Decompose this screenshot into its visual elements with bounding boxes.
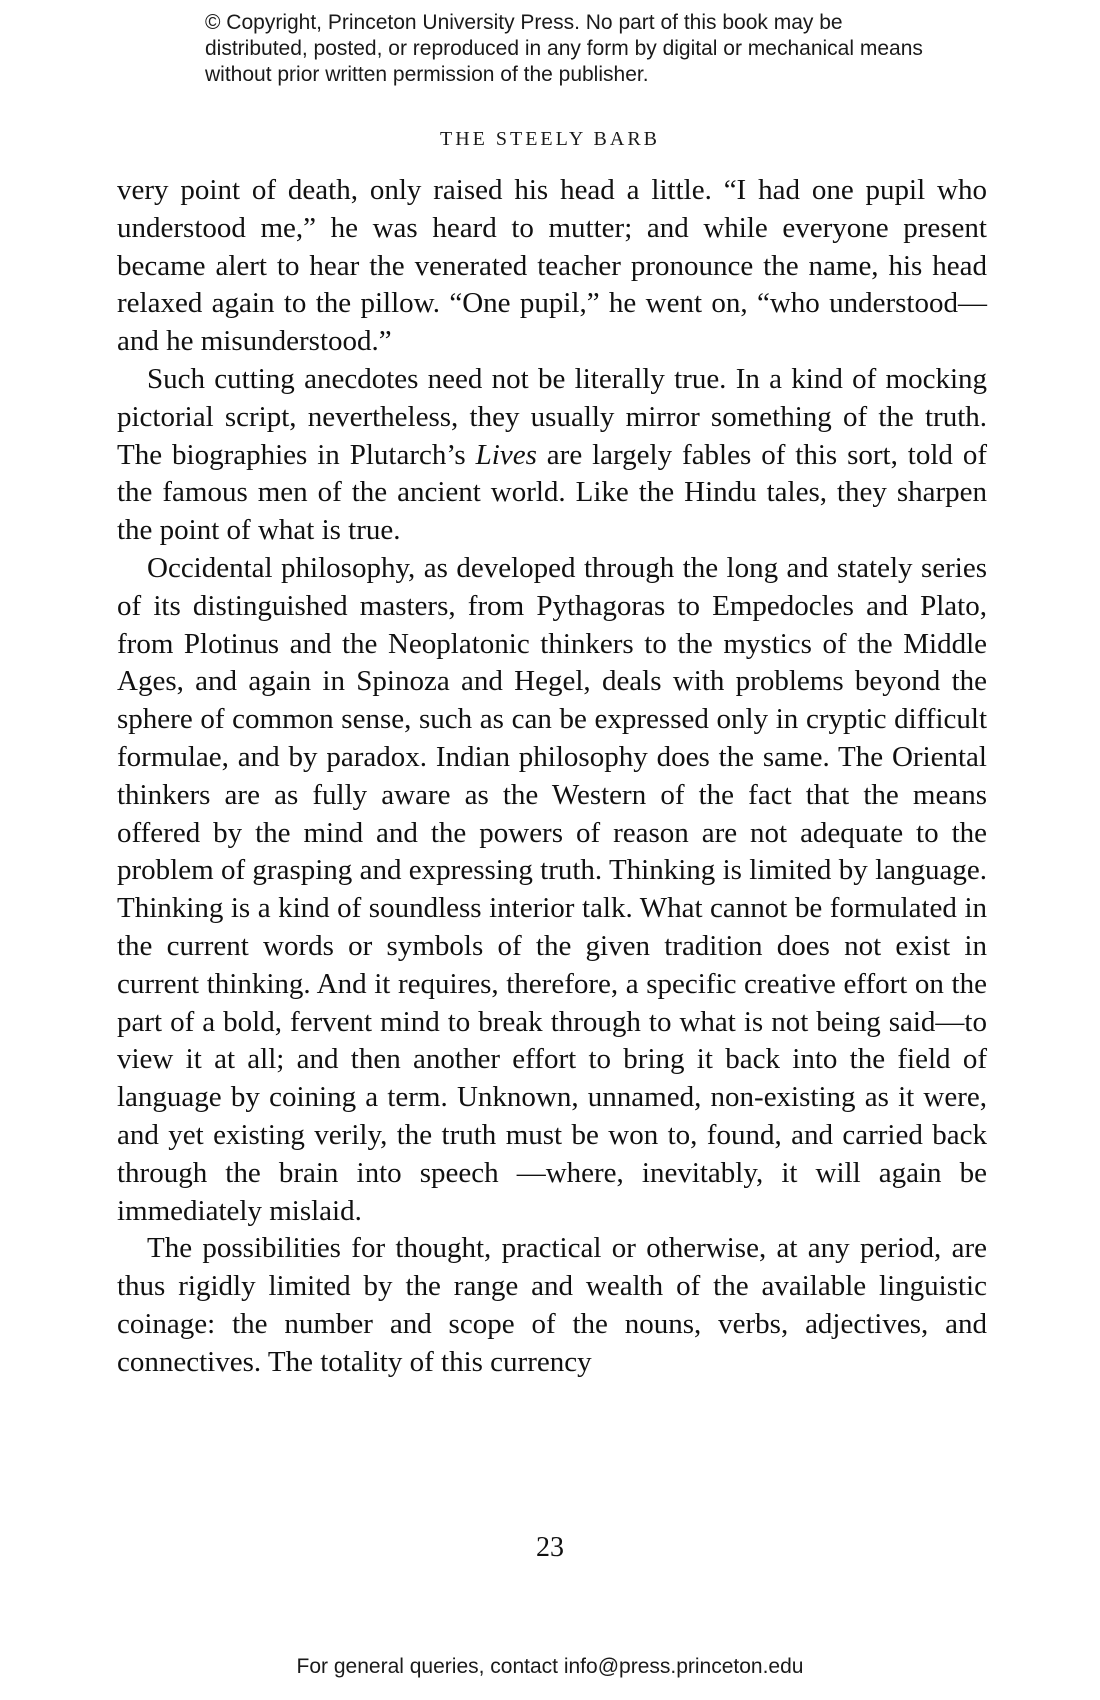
copyright-notice: © Copyright, Princeton University Press. No part of this book may be distributed, posted, or reproduced in any form by digital or mechanical means without prior written permission of the publisher. bbox=[205, 11, 923, 86]
paragraph-4: The possibilities for thought, practical or otherwise, at any period, are thus rigidly limited by the range and wealth of the available linguistic coinage: the number and scope of the nouns, verbs, adjectives, and connectives. The totality of this currency bbox=[117, 1232, 987, 1378]
paragraph-1: very point of death, only raised his head a little. “I had one pupil who understood me,” he was heard to mutter; and while everyone present became alert to hear the venerated teacher pronounce the name, his head relaxed again to the pillow. “One pupil,” he went on, “who understood—and he misunderstood.” bbox=[117, 174, 987, 358]
book-title-lives: Lives bbox=[475, 438, 537, 471]
paragraph-2: Such cutting anecdotes need not be literally true. In a kind of mocking pictorial script, nevertheless, they usually mirror something of the truth. The biographies in Plutarch’s Lives are largely fables of this sort, told of the famous men of the ancient world. Like the Hindu tales, they sharpen the point of what is true. bbox=[117, 362, 987, 547]
body-text bbox=[117, 172, 987, 1382]
paragraph-3: Occidental philosophy, as developed through the long and stately series of its distinguished masters, from Pythagoras to Empedocles and Plato, from Plotinus and the Neoplatonic thinkers to the mystics of the Middle Ages, and again in Spinoza and Hegel, deals with problems beyond the sphere of common sense, such as can be expressed only in cryptic difficult formulae, and by paradox. Indian philosophy does the same. The Oriental thinkers are as fully aware as the Western of the fact that the means offered by the mind and the powers of reason are not adequate to the problem of grasping and expressing truth. Thinking is limited by language. Thinking is a kind of soundless interior talk. What cannot be formulated in the current words or symbols of the given tradition does not exist in current thinking. And it requires, therefore, a specific creative effort on the part of a bold, fervent mind to break through to what is not being said—to view it at all; and then another effort to bring it back into the field of language by coining a term. Unknown, unnamed, non-existing as it were, and yet existing verily, the truth must be won to, found, and carried back through the brain into speech —where, inevitably, it will again be immediately mislaid. bbox=[117, 551, 987, 1227]
page-number: 23 bbox=[536, 1532, 564, 1563]
running-head: THE STEELY BARB bbox=[439, 128, 661, 150]
footer-contact: For general queries, contact info@press.princeton.edu bbox=[296, 1655, 804, 1678]
